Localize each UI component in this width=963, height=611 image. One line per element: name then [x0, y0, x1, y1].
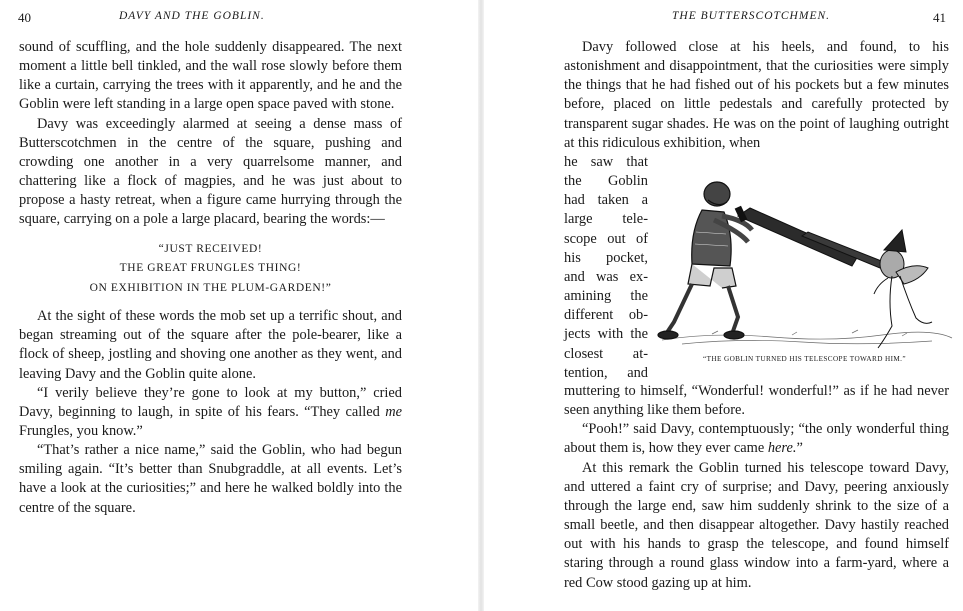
wrap-line: his pocket,: [564, 249, 648, 266]
right-page: [482, 0, 963, 611]
left-paragraph-1: sound of scuffling, and the hole suddenly disappeared. The next moment a little bell tinkled, and the wall rose slowly before them like a curtain, carrying the trees with it apparently, and he and the Goblin were left standing in a large open space paved with stone.: [19, 39, 402, 113]
wrap-line: different ob-: [564, 307, 648, 324]
goblin-telescope-illustration: [652, 172, 957, 372]
illustration-drawing: [652, 172, 957, 352]
right-text-column-bottom: [564, 382, 949, 593]
right-paragraph-2-emphasis: here.: [767, 440, 797, 457]
wrap-line: he saw that: [564, 154, 648, 170]
right-paragraph-2-text-b: ”: [796, 440, 803, 457]
left-page-number: 40: [18, 10, 31, 25]
boy-figure: [658, 182, 752, 339]
left-paragraph-3: At the sight of these words the mob set up a terrific shout, and began streaming out of the square after the pole-bearer, like a flock of sheep, jostling and shoving one another as they went, and leaving Davy and the Goblin quite alone.: [19, 308, 402, 382]
placard-line-1: “JUST RECEIVED!: [158, 242, 263, 255]
right-text-column-top: [564, 38, 949, 153]
left-paragraph-4: [19, 384, 402, 441]
left-paragraph-4-emphasis: me: [385, 403, 402, 420]
wrap-line: closest at-: [564, 345, 648, 362]
wrap-line: had taken a: [564, 192, 648, 209]
left-running-title: DAVY AND THE GOBLIN.: [119, 10, 265, 22]
left-running-head: [18, 10, 463, 30]
left-paragraph-4-text-a: “I verily believe they’re gone to look at my button,” cried Davy, beginning to laugh, in spite of his fears. “They called: [19, 384, 402, 420]
right-running-title: THE BUTTERSCOTCHMEN.: [672, 10, 831, 22]
left-paragraph-5: “That’s rather a nice name,” said the Goblin, who had begun smiling again. “It’s better than Snubgraddle, at all events. Let’s have a look at the curiosities;” and here he walked boldly into the centre of the square.: [19, 442, 402, 516]
placard-text: [19, 240, 402, 299]
left-paragraph-2: Davy was exceedingly alarmed at seeing a dense mass of Butterscotchmen in the centre of the square, pushing and crowding one another in a very quarrelsome manner, and chattering like a flock of magpies, and he was just about to propose a hasty retreat, when a figure came hurrying through the square, carrying on a pole a large placard, bearing the words:—: [19, 115, 402, 228]
right-paragraph-2: [564, 420, 949, 458]
wrap-line: scope out of: [564, 230, 648, 247]
right-paragraph-2-text-a: “Pooh!” said Davy, contemptuously; “the only wonderful thing about them is, how they ever came: [564, 421, 949, 457]
wrapped-text-column: [564, 153, 648, 383]
wrap-line: jects with the: [564, 326, 648, 343]
goblin-figure: [874, 230, 932, 348]
left-text-column: [19, 38, 402, 518]
right-paragraph-3: At this remark the Goblin turned his telescope toward Davy, and uttered a faint cry of surprise; and Davy, peering anxiously through the large end, saw him suddenly shrink to the size of a small beetle, and then disappear altogether. Davy hastily reached out with his hands to grasp the telescope, and found himself staring through a round glass window into a farm-yard, where a red Cow stood gazing up at him.: [564, 459, 949, 591]
wrap-line: the Goblin: [564, 173, 648, 190]
wrap-line: and was ex-: [564, 268, 648, 285]
right-page-number: 41: [933, 10, 946, 25]
wrap-line: amining the: [564, 288, 648, 305]
wrap-line: tention, and: [564, 364, 648, 381]
wrap-line: large tele-: [564, 211, 648, 228]
right-paragraph-1-tail: muttering to himself, “Wonderful! wonderful!” as if he had never seen anything like them before.: [564, 383, 949, 419]
right-running-head: [482, 10, 952, 30]
left-paragraph-4-text-b: Frungles, you know.”: [19, 423, 143, 439]
placard-line-3: ON EXHIBITION IN THE PLUM-GARDEN!”: [89, 281, 332, 294]
right-paragraph-1: Davy followed close at his heels, and found, to his astonishment and disappointment, that the curiosities were simply the things that he had fished out of his pockets but a few minutes before, placed on little pedestals and carefully protected by transparent sugar shades. He was on the point of laughing outright at this ridiculous exhibition, when: [564, 39, 949, 151]
ground-hatching: [662, 330, 952, 344]
illustration-caption: “THE GOBLIN TURNED HIS TELESCOPE TOWARD HIM.”: [703, 355, 906, 363]
left-page: [0, 0, 480, 611]
telescope: [735, 206, 884, 268]
placard-line-2: THE GREAT FRUNGLES THING!: [119, 262, 302, 275]
